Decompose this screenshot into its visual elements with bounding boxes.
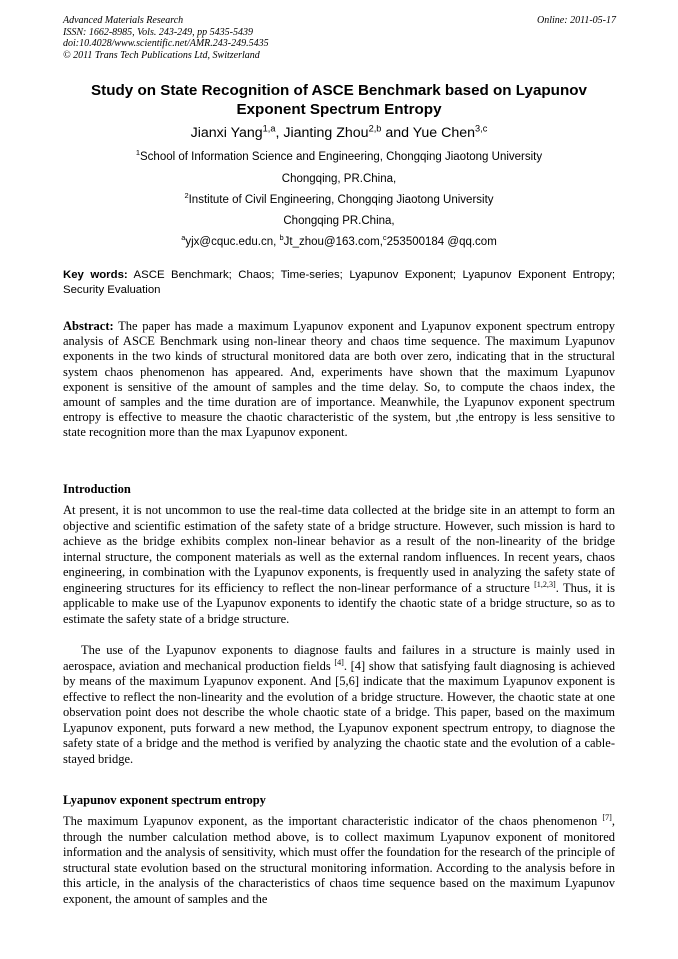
doi-line: doi:10.4028/www.scientific.net/AMR.243-249.5435 [63,38,269,49]
author-separator: and [381,125,413,141]
email-marker: a [181,233,186,243]
email-link[interactable]: yjx@cquc.edu.cn, [185,236,280,248]
author-superscript: 3,c [475,123,488,134]
section-heading-lyapunov: Lyapunov exponent spectrum entropy [63,793,266,807]
intro-paragraph-1 [63,503,615,627]
keywords-label: Key words: [63,269,128,281]
intro-paragraph-2 [63,643,615,767]
email-marker: b [279,233,284,243]
paragraph-text: . [4] show that satisfying fault diagnosing is achieved by means of the maximum Lyapunov exponent. And [5,6] indicate that the maximum Lyapunov exponent is effective to reflect the non-linearity and the evolution of a bridge structure. However, the chaotic state at one observation point does not describe the whole chaotic state of a bridge. This paper, based on the maximum Lyapunov exponent, puts forward a new method, the Lyapunov exponent spectrum entropy, to diagnose the safety state of a bridge and the method is verified by analyzing the chaotic state and the evolution of a cable-stayed bridge. [63,658,615,766]
abstract [63,319,615,441]
journal-name: Advanced Materials Research [63,15,184,26]
keywords [63,268,615,298]
author-list [60,124,618,142]
email-marker: c [382,233,387,243]
paragraph-text: . Thus, it is applicable to make use of the Lyapunov exponents to identify the chaotic state of a bridge structure, so as to estimate the safety state of a bridge structure. [63,580,616,626]
paragraph-text: , through the number calculation method above, is to collect maximum Lyapunov exponent of monitored information and the analysis of sensitivity, which must offer the foundation for the research of the principle of structural state evolution based on the structural monitoring information. According to the analysis before in this article, in the analysis of the characteristics of chaos time sequence based on the maximum Lyapunov exponent, the amount of samples and the [63,814,615,906]
section2-paragraph-1 [63,814,615,907]
paper-title: Study on State Recognition of ASCE Benchmark based on Lyapunov Exponent Spectrum Entropy [91,82,587,118]
journal-header [63,15,269,61]
author-separator: , [275,125,284,141]
email-line [60,235,618,249]
copyright-line: © 2011 Trans Tech Publications Ltd, Switzerland [63,49,260,61]
email-link[interactable]: Jt_zhou@163.com, [283,236,383,248]
affiliation-2-city: Chongqing PR.China, [283,215,395,227]
author-superscript: 2,b [368,123,382,134]
author-superscript: 1,a [262,123,276,134]
citation-ref: [7] [602,812,612,822]
author-name: Jianxi Yang [190,125,263,141]
citation-ref: [4] [334,657,344,667]
abstract-label: Abstract: [63,319,114,333]
issn-line: ISSN: 1662-8985, Vols. 243-249, pp 5435-5439 [63,26,253,38]
paragraph-text: The maximum Lyapunov exponent, as the important characteristic indicator of the chaos phenomenon [63,814,603,828]
affiliation-marker: 2 [184,191,189,201]
section-heading-introduction: Introduction [63,482,131,496]
author-name: Yue Chen [412,125,476,141]
author-name: Jianting Zhou [283,125,369,141]
affiliation-2 [60,193,618,207]
affiliation-1 [60,150,618,164]
abstract-text: The paper has made a maximum Lyapunov exponent and Lyapunov exponent spectrum entropy analysis of ASCE Benchmark using non-linear theory and chaos time sequence. The maximum Lyapunov exponents in the two kinds of structural monitored data are both over zero, indicating that in the structural system chaos phenomenon has appeared. And, experiments have shown that the maximum Lyapunov exponent is sensitive of the amount of samples and the time delay. So, to compute the chaos index, the amount of samples and the time duration are of importance. Meanwhile, the Lyapunov exponent spectrum entropy is effective to measure the chaotic characteristic of the system, but ,the entropy is less sensitive to state recognition more than the max Lyapunov exponent. [63,319,615,440]
online-date: Online: 2011-05-17 [537,15,616,26]
paragraph-text: At present, it is not uncommon to use the real-time data collected at the bridge site in an attempt to form an objective and scientific estimation of the safety state of a bridge structure. However, such mission is hard to achieve as the bridge exhibits complex non-linear behavior as a result of the non-linearity of the bridge internal structure, the component materials as well as the external random influences. In recent years, chaos engineering, in combination with the Lyapunov exponents, is frequently used in analyzing the safety state of engineering structures for its efficiency to reflect the non-linear performance of a structure [63,503,615,595]
affiliation-text: Institute of Civil Engineering, Chongqing Jiaotong University [188,194,494,206]
keywords-text: ASCE Benchmark; Chaos; Time-series; Lyapunov Exponent; Lyapunov Exponent Entropy; Security Evaluation [63,269,615,296]
citation-ref: [1,2,3] [534,579,556,589]
affiliation-marker: 1 [135,148,141,158]
email-link[interactable]: 253500184 @qq.com [386,236,497,248]
affiliation-1-city: Chongqing, PR.China, [281,173,397,185]
paragraph-text: The use of the Lyapunov exponents to diagnose faults and failures in a structure is mainly used in aerospace, aviation and mechanical production fields [63,643,615,673]
affiliation-text: School of Information Science and Engineering, Chongqing Jiaotong University [140,151,543,163]
